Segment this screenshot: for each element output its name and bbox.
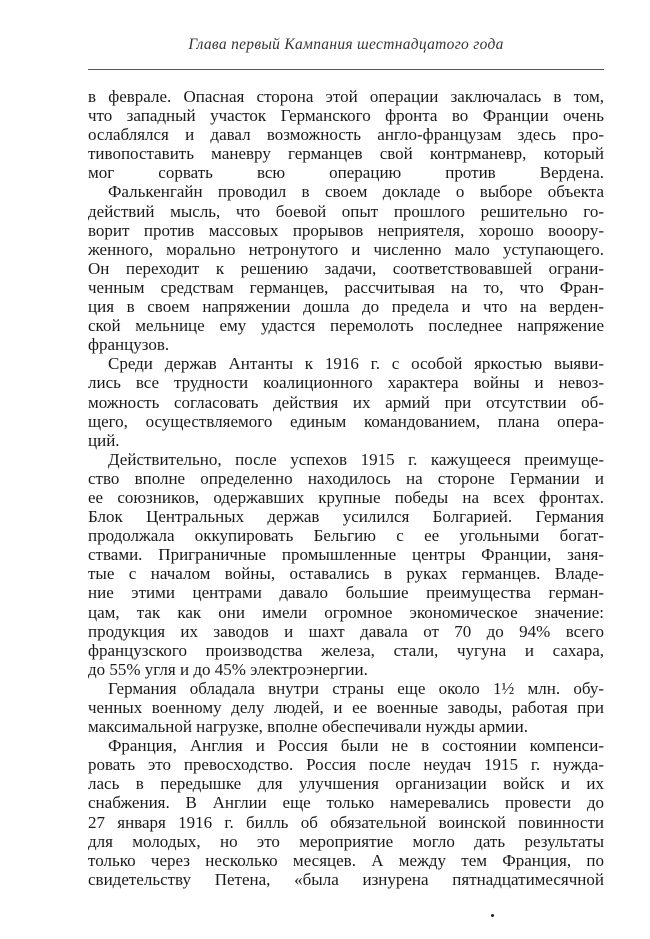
text-line: Франция, Англия и Россия были не в состоянии компенси- [108,736,604,756]
page-body-text [88,87,604,889]
header-rule [88,69,604,70]
text-line: тивопоставить маневру германцев свой контрманевр, который [88,144,604,164]
text-line: ровать это превосходство. Россия после неудач 1915 г. нужда- [88,755,604,775]
text-line: ее союзников, одержавших крупные победы на всех фронтах. [88,487,604,507]
text-line: максимальной нагрузке, вполне обеспечивали нужды армии. [88,717,529,737]
text-line: лись все трудности коалиционного характера войны и невоз- [88,373,604,393]
running-header: Глава первый Кампания шестнадцатого года [188,36,504,53]
text-line: Он переходит к решению задачи, соответствовавшей ограни- [88,258,604,278]
text-line: ской мельнице ему удастся перемолоть последнее напряжение [88,316,604,336]
text-line: мог сорвать всю операцию против Вердена. [88,163,604,183]
text-line: ние этими центрами давало большие преимущества герман- [88,583,604,603]
text-line: что западный участок Германского фронта во Франции очень [88,106,604,126]
paragraph [88,182,604,354]
text-line: ченных военному делу людей, и ее военные заводы, работая при [88,698,604,717]
paragraph [88,87,604,182]
text-line: 27 января 1916 г. билль об обязательной воинской повинности [88,812,604,832]
text-line: ция в своем напряжении дошла до предела и что на верден- [88,297,604,317]
text-line: Германия обладала внутри страны еще около 1½ млн. обу- [108,678,604,698]
text-line: ций. [88,430,120,450]
text-line: до 55% угля и до 45% электроэнергии. [88,659,368,679]
text-line: только через несколько месяцев. А между тем Франция, по [88,850,604,870]
text-line: Среди держав Антанты к 1916 г. с особой яркостью выяви- [108,354,604,374]
paragraph [88,450,604,679]
text-line: действий мысль, что боевой опыт прошлого решительно го- [88,201,604,221]
text-line: лась в передышке для улучшения организации войск и их [88,774,604,794]
paragraph [88,679,604,736]
text-line: Действительно, после успехов 1915 г. кажущееся преимуще- [108,449,604,469]
text-line: ствами. Приграничные промышленные центры Франции, заня- [88,545,604,565]
text-line: продолжала оккупировать Бельгию с ее угольными богат- [88,526,604,546]
text-line: продукция их заводов и шахт давала от 70 до 94% всего [88,621,604,641]
text-line: снабжения. В Англии еще только намеревались провести до [88,793,604,813]
text-line: Фалькенгайн проводил в своем докладе о выборе объекта [108,182,604,202]
text-line: свидетельству Петена, «была изнурена пятнадцатимесячной [88,869,604,889]
text-line: ство вполне определенно находилось на стороне Германии и [88,468,604,488]
text-line: французского производства железа, стали, чугуна и сахара, [88,640,604,660]
text-line: женного, морально нетронутого и численно мало уступающего. [88,239,604,259]
text-line: ворит против массовых прорывов неприятеля, хорошо вооору- [88,220,604,240]
text-line: французов. [88,335,170,355]
text-line: для молодых, но это мероприятие могло дать результаты [88,831,604,851]
text-line: щего, осуществляемого единым командованием, плана опера- [88,411,604,431]
text-line: Блок Центральных держав усилился Болгарией. Германия [88,507,604,527]
text-line: в феврале. Опасная сторона этой операции заключалась в том, [88,87,604,106]
paragraph [88,736,604,889]
text-line: тые с началом войны, оставались в руках германцев. Владе- [88,564,604,584]
print-speck [491,914,494,917]
text-line: цам, так как они имели огромное экономическое значение: [88,602,604,622]
text-line: ченным средствам германцев, рассчитывая на то, что Фран- [88,277,604,297]
text-line: ослаблялся и давал возможность англо-французам здесь про- [88,125,604,145]
paragraph [88,354,604,449]
text-line: можность согласовать действия их армий при отсутствии об- [88,392,604,412]
